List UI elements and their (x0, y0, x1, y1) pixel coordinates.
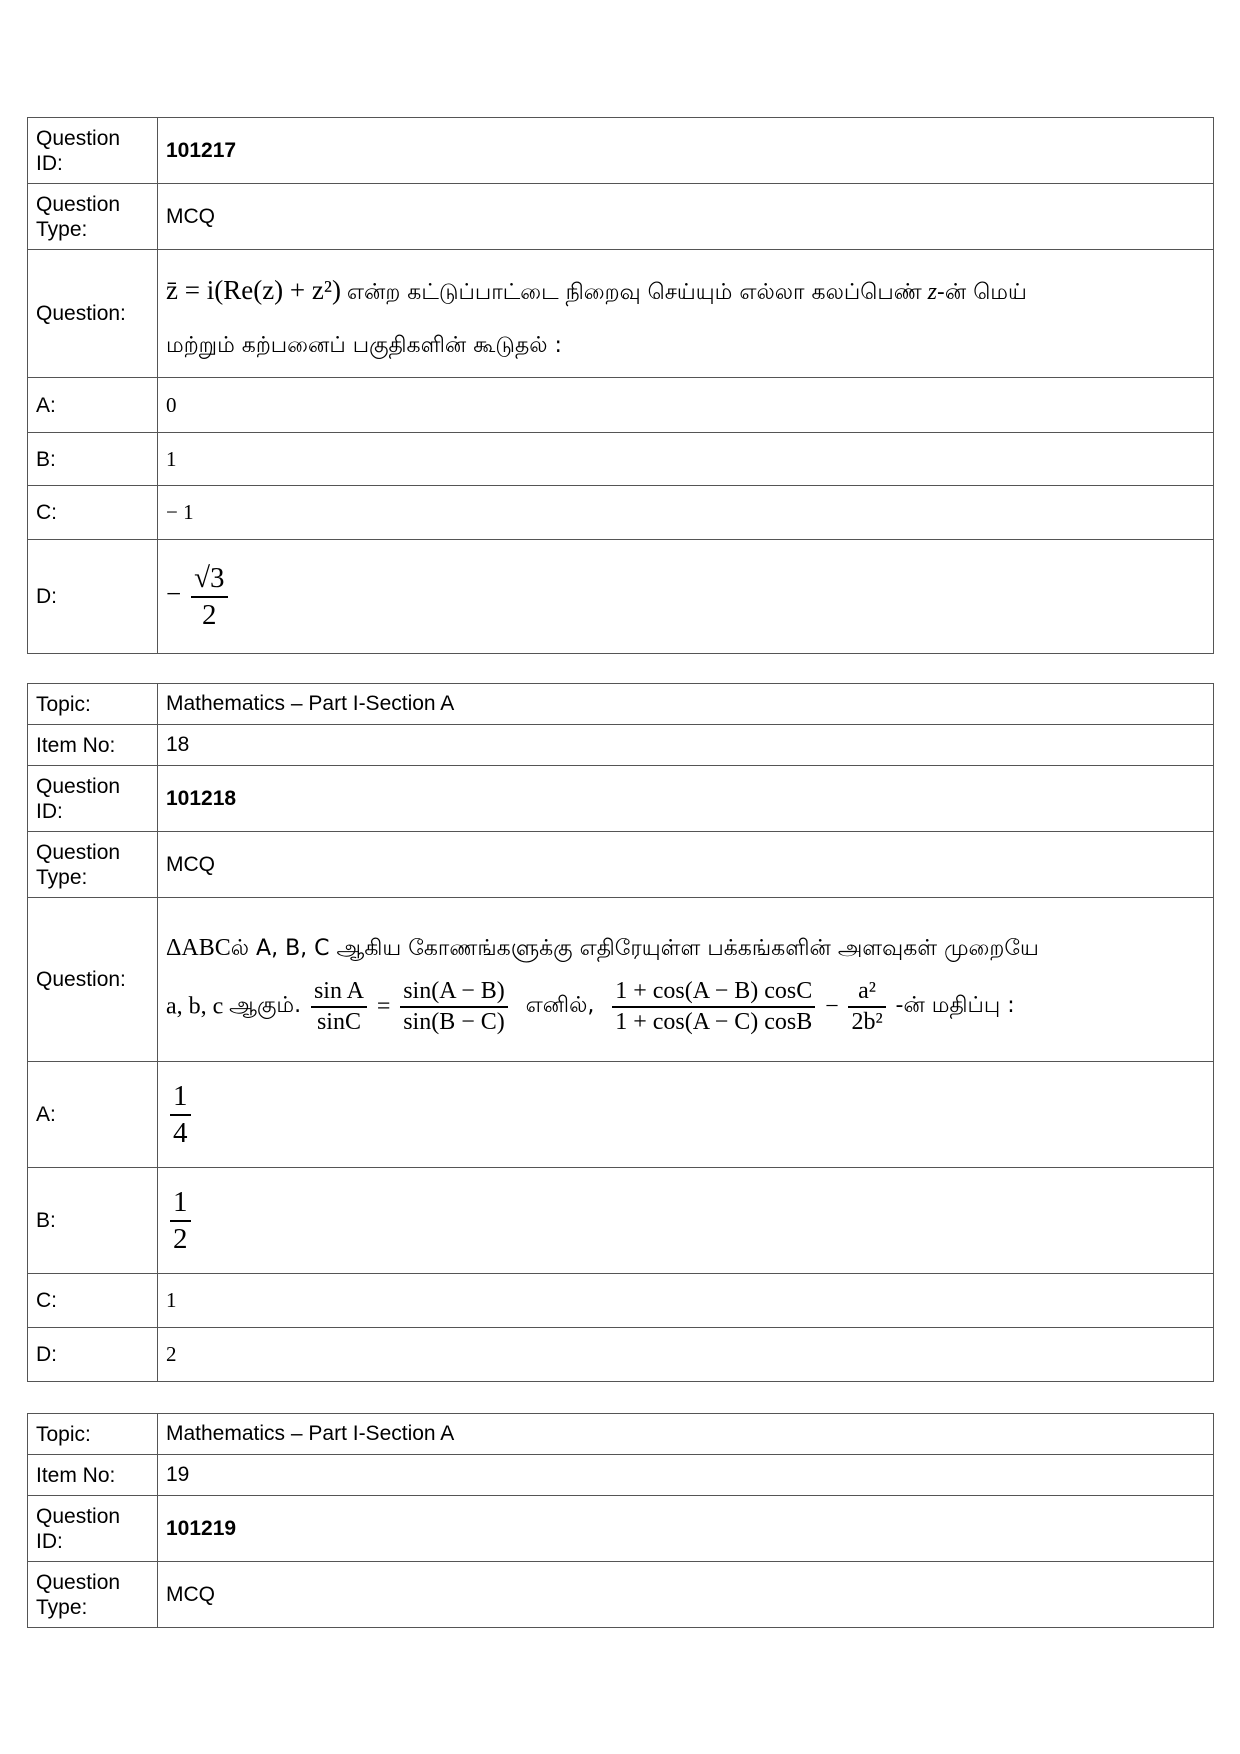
option-d-label: D: (28, 1328, 158, 1382)
row-option-c (28, 486, 1214, 540)
question-body (158, 250, 1214, 378)
fraction-cos-ratio (612, 978, 815, 1036)
minus-sign: − (825, 993, 839, 1020)
row-option-a (28, 378, 1214, 433)
question-id-label: Question ID: (28, 1496, 158, 1562)
row-question-type (28, 832, 1214, 898)
topic-label: Topic: (28, 1414, 158, 1455)
option-c-label: C: (28, 1274, 158, 1328)
option-c-label: C: (28, 486, 158, 540)
fraction-3-numerator: 1 + cos(A − B) cosC (612, 978, 815, 1008)
option-d-sign: − (166, 578, 182, 609)
question-body (158, 898, 1214, 1062)
item-no-value: 19 (158, 1455, 1214, 1496)
question-id-label: Question ID: (28, 766, 158, 832)
question-type-value: MCQ (158, 184, 1214, 250)
question-label: Question: (28, 898, 158, 1062)
option-b-denominator: 2 (173, 1222, 188, 1255)
question-tail-text: -ன் மதிப்பு : (895, 993, 1015, 1018)
question-type-label: Question Type: (28, 1562, 158, 1628)
fraction-3-denominator: 1 + cos(A − C) cosB (615, 1009, 813, 1035)
row-question-id (28, 1496, 1214, 1562)
option-a-fraction (170, 1080, 191, 1150)
row-question-id (28, 766, 1214, 832)
option-c-value: − 1 (158, 486, 1214, 540)
option-a-numerator: 1 (170, 1080, 191, 1116)
row-option-d (28, 1328, 1214, 1382)
question-type-value: MCQ (158, 1562, 1214, 1628)
question-label: Question: (28, 250, 158, 378)
option-a-value (158, 1062, 1214, 1168)
question-type-label: Question Type: (28, 832, 158, 898)
question-text-line2: மற்றும் கற்பனைப் பகுதிகளின் கூடுதல் : (166, 333, 562, 358)
item-no-label: Item No: (28, 1455, 158, 1496)
row-option-a (28, 1062, 1214, 1168)
option-b-value: 1 (158, 433, 1214, 486)
fraction-1-denominator: sinC (316, 1009, 361, 1035)
item-no-label: Item No: (28, 725, 158, 766)
item-no-value: 18 (158, 725, 1214, 766)
option-b-label: B: (28, 433, 158, 486)
option-d-value (158, 540, 1214, 654)
row-option-d (28, 540, 1214, 654)
option-b-fraction (170, 1186, 191, 1256)
question-type-value: MCQ (158, 832, 1214, 898)
option-b-numerator: 1 (170, 1186, 191, 1222)
option-d-numerator: √3 (191, 562, 227, 598)
option-a-label: A: (28, 1062, 158, 1168)
option-a-denominator: 4 (173, 1116, 188, 1149)
question-type-label: Question Type: (28, 184, 158, 250)
sides-abc: a, b, c (166, 993, 224, 1020)
row-item-no (28, 725, 1214, 766)
question-math-expression: z̄ = i(Re(z) + z²) (166, 275, 341, 305)
fraction-sina-sinc (311, 978, 367, 1036)
fraction-2-denominator: sin(B − C) (403, 1009, 505, 1035)
option-b-label: B: (28, 1168, 158, 1274)
question-variable: z (927, 279, 937, 305)
row-question-type (28, 1562, 1214, 1628)
topic-value: Mathematics – Part I-Section A (158, 684, 1214, 725)
fraction-4-denominator: 2b² (851, 1009, 883, 1035)
topic-label: Topic: (28, 684, 158, 725)
question-table-101219 (27, 1413, 1214, 1628)
fraction-2-numerator: sin(A − B) (400, 978, 508, 1008)
equals-sign: = (376, 993, 391, 1020)
fraction-4-numerator: a² (848, 978, 885, 1008)
question-id-label: Question ID: (28, 118, 158, 184)
row-item-no (28, 1455, 1214, 1496)
option-b-value (158, 1168, 1214, 1274)
row-topic (28, 1414, 1214, 1455)
row-question-id (28, 118, 1214, 184)
triangle-abc: ΔABC (166, 935, 231, 961)
option-d-denominator: 2 (202, 598, 217, 631)
question-text-line1b: -ன் மெய் (936, 280, 1027, 305)
row-option-b (28, 1168, 1214, 1274)
option-c-value: 1 (158, 1274, 1214, 1328)
row-question-type (28, 184, 1214, 250)
question-text-line1: என்ற கட்டுப்பாட்டை நிறைவு செய்யும் எல்லா கலப்பெண் (346, 280, 922, 305)
option-a-label: A: (28, 378, 158, 433)
topic-value: Mathematics – Part I-Section A (158, 1414, 1214, 1455)
question-text-line2: ஆகும். (229, 993, 302, 1018)
row-option-b (28, 433, 1214, 486)
fraction-sin-ratio (400, 978, 508, 1036)
option-d-value: 2 (158, 1328, 1214, 1382)
row-topic (28, 684, 1214, 725)
option-d-label: D: (28, 540, 158, 654)
question-id-value: 101218 (166, 786, 237, 810)
enil-text: எனில், (525, 993, 595, 1018)
question-id-value: 101217 (166, 138, 237, 162)
question-table-101217 (27, 117, 1214, 654)
question-id-value: 101219 (166, 1516, 237, 1540)
row-question (28, 250, 1214, 378)
fraction-a2-2b2 (848, 978, 885, 1036)
option-d-fraction (191, 562, 227, 632)
row-option-c (28, 1274, 1214, 1328)
option-a-value: 0 (158, 378, 1214, 433)
question-text-line1: ல் A, B, C ஆகிய கோணங்களுக்கு எதிரேயுள்ள பக்கங்களின் அளவுகள் முறையே (230, 936, 1039, 961)
row-question (28, 898, 1214, 1062)
fraction-1-numerator: sin A (311, 978, 367, 1008)
question-table-101218 (27, 683, 1214, 1382)
